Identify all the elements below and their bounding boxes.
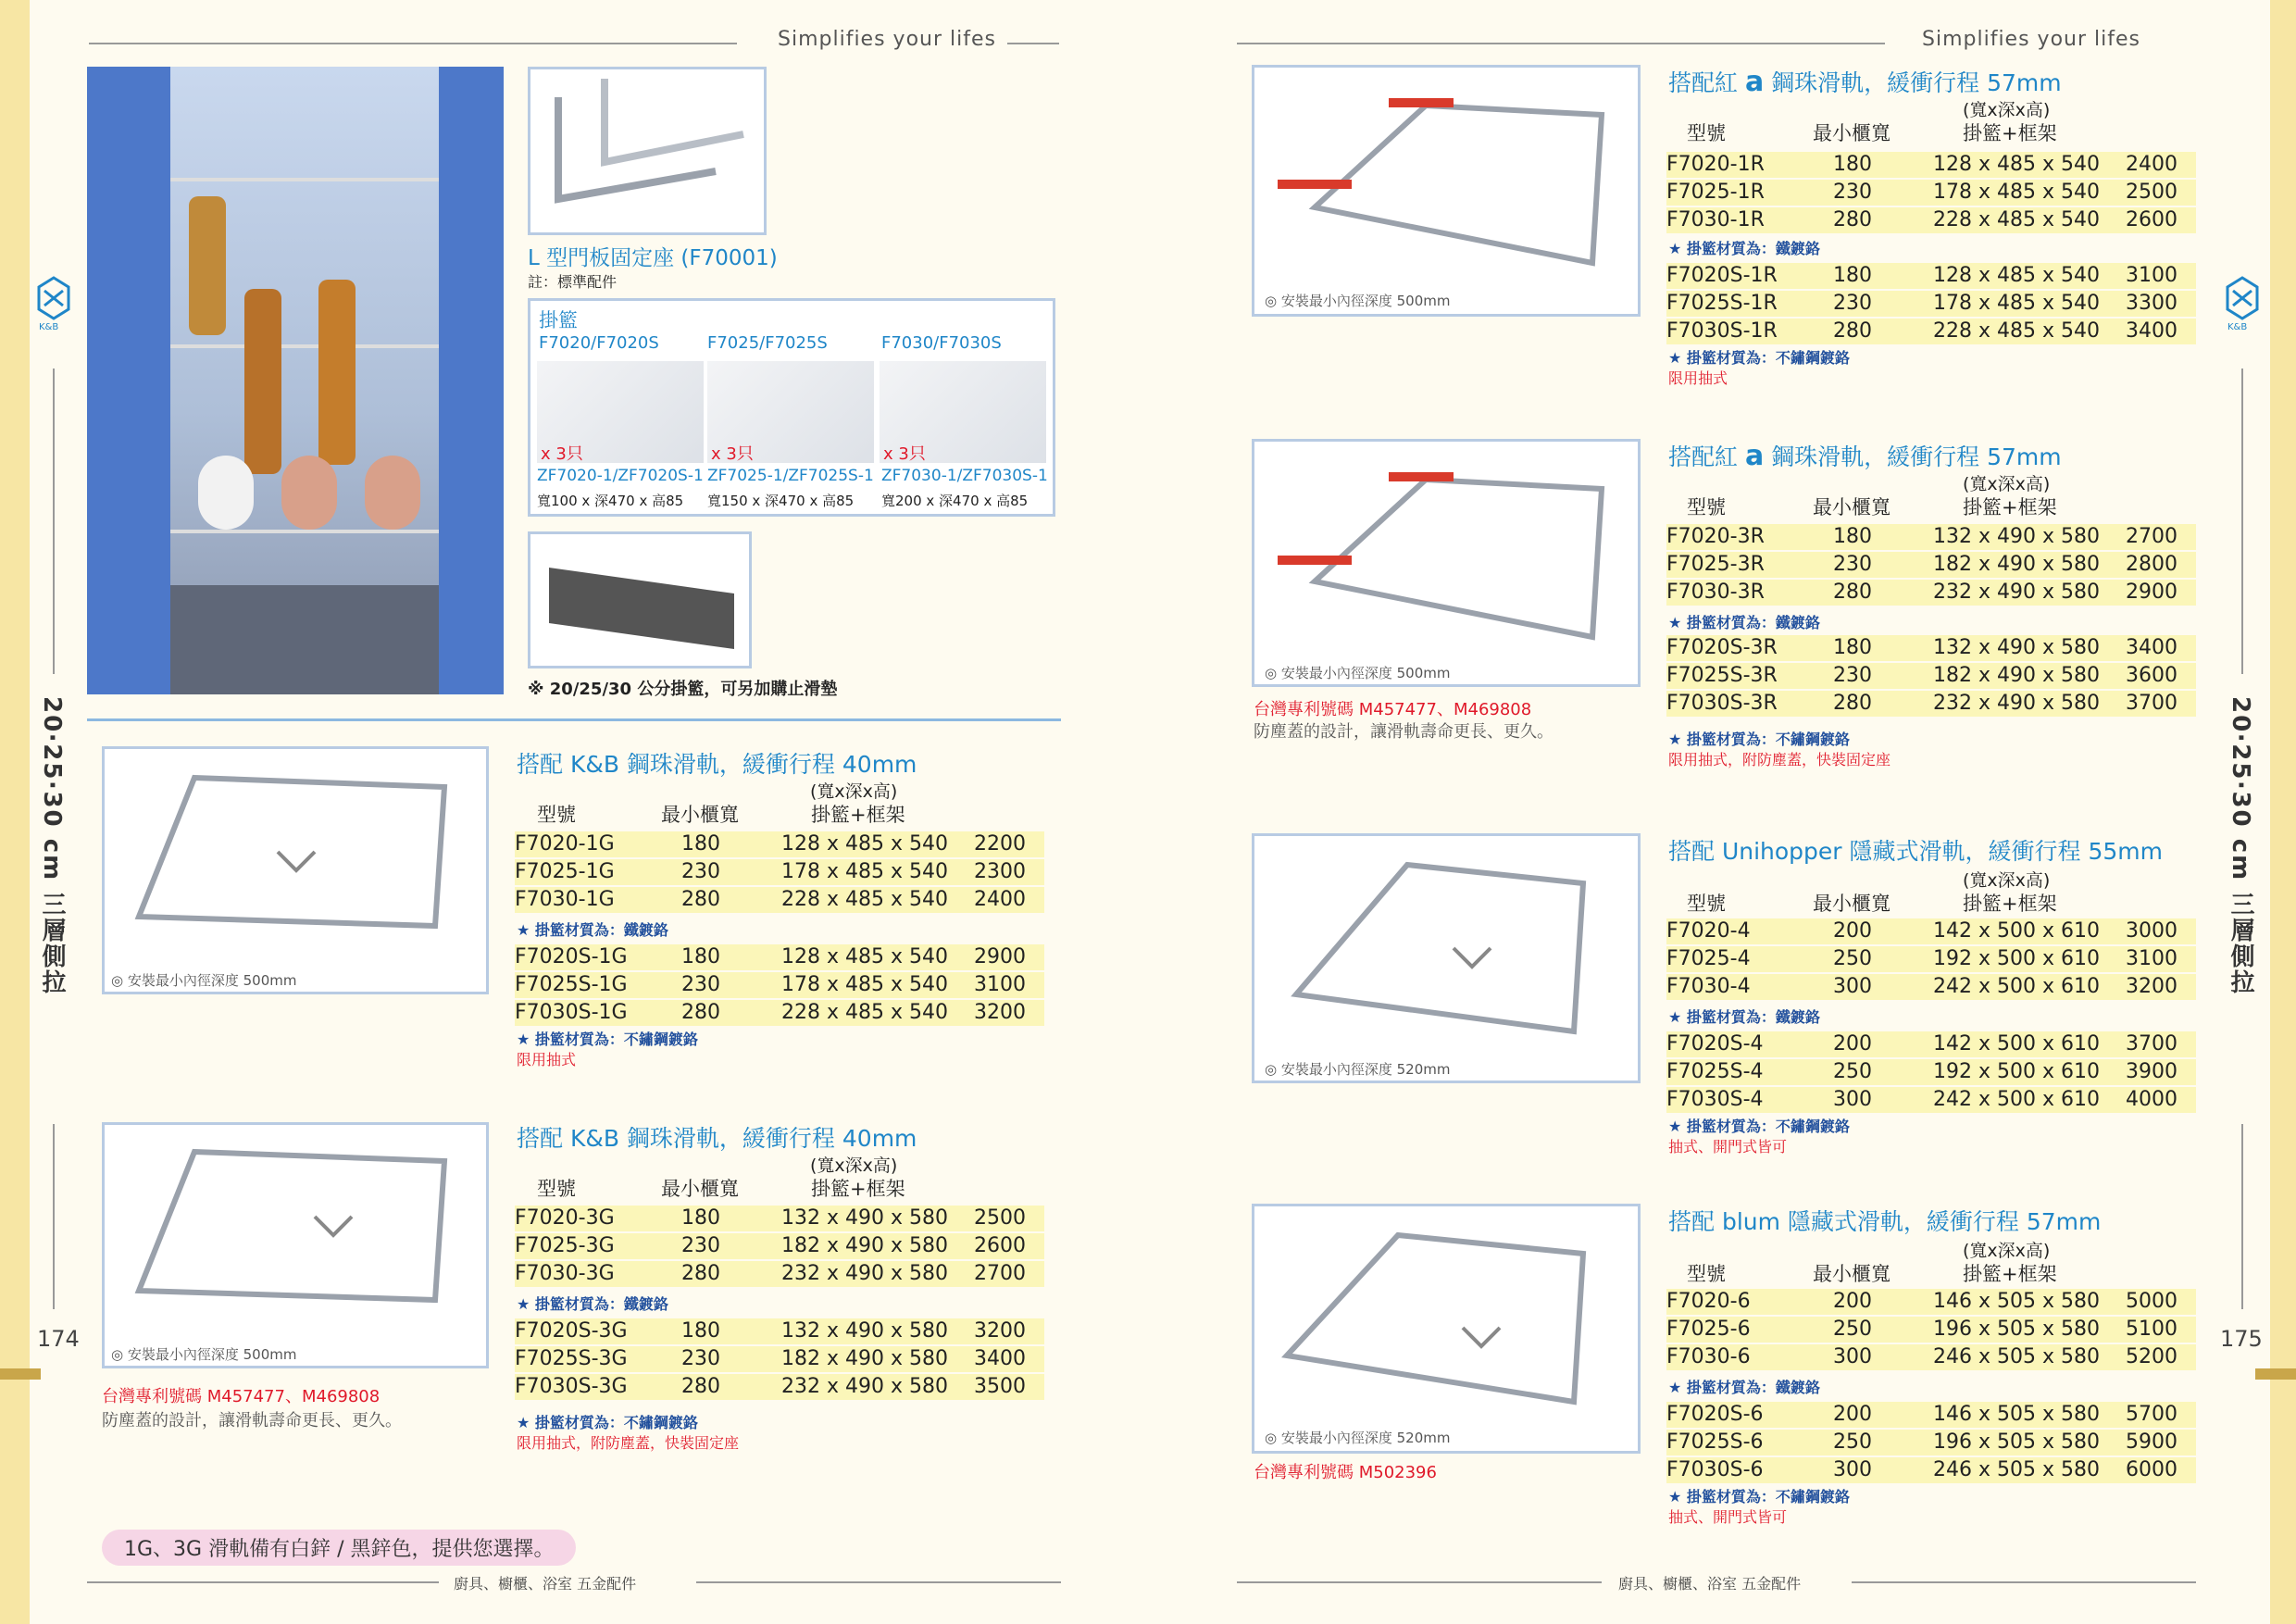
col-header-dims-6: 掛籃+框架 xyxy=(1963,1263,2057,1285)
install-depth-caption-4: ◎ 安裝最小內徑深度 520mm xyxy=(1265,1061,1451,1078)
slide-frame-4-icon xyxy=(1268,846,1620,1050)
table-row: F7020-1R 180 128 x 485 x 540 2400 xyxy=(1666,152,2196,178)
footer-text-left: 廚具、櫥櫃、浴室 五金配件 xyxy=(454,1575,637,1593)
col-header-min-1g: 最小櫃寬 xyxy=(661,804,739,826)
patent-number-3r: 台灣專利號碼 M457477、M469808 xyxy=(1254,700,1532,719)
side-rule-left-a xyxy=(53,369,55,674)
material-note-steel-3r: ★ 掛籃材質為：不鏽鋼鍍鉻 xyxy=(1668,731,1850,748)
col-header-dims-top-1r: (寬x深x高) xyxy=(1963,100,2051,120)
header-rule-left-b xyxy=(1007,43,1059,44)
section-title-3g: 搭配 K&B 鋼珠滑軌，緩衝行程 40mm xyxy=(517,1125,917,1152)
basket-code-2: ZF7025-1/ZF7025S-1 xyxy=(707,467,874,485)
table-row: F7030-4 300 242 x 500 x 610 3200 xyxy=(1666,974,2196,1000)
slide-frame-3r-icon xyxy=(1268,452,1620,656)
table-row: F7020S-6 200 146 x 505 x 580 5700 xyxy=(1666,1402,2196,1428)
dust-cover-desc-3g: 防塵蓋的設計，讓滑軌壽命更長、更久。 xyxy=(102,1411,402,1430)
table-row: F7020-3R 180 132 x 490 x 580 2700 xyxy=(1666,524,2196,550)
basket-code-1: ZF7020-1/ZF7020S-1 xyxy=(537,467,704,485)
table-row: F7030S-4 300 242 x 500 x 610 4000 xyxy=(1666,1087,2196,1113)
table-row: F7020S-4 200 142 x 500 x 610 3700 xyxy=(1666,1031,2196,1057)
table-row: F7025S-4 250 192 x 500 x 610 3900 xyxy=(1666,1059,2196,1085)
col-header-dims-3g: 掛籃+框架 xyxy=(811,1178,905,1200)
table-row: F7030-1R 280 228 x 485 x 540 2600 xyxy=(1666,207,2196,233)
material-note-steel-1r: ★ 掛籃材質為：不鏽鋼鍍鉻 xyxy=(1668,349,1850,367)
section-title-1g: 搭配 K&B 鋼珠滑軌，緩衝行程 40mm xyxy=(517,751,917,778)
col-header-model-6: 型號 xyxy=(1687,1263,1726,1285)
footer-rule-right-b xyxy=(1852,1581,2196,1583)
table-row: F7025S-6 250 196 x 505 x 580 5900 xyxy=(1666,1430,2196,1455)
material-note-iron-4: ★ 掛籃材質為：鐵鍍鉻 xyxy=(1668,1008,1820,1026)
side-label-right: 20‧25‧30 cm 三層側拉 xyxy=(2227,696,2254,996)
table-row: F7030S-1G 280 228 x 485 x 540 3200 xyxy=(515,1000,1044,1026)
basket-label: 掛籃 xyxy=(539,309,578,331)
basket-code-3: ZF7030-1/ZF7030S-1 xyxy=(881,467,1048,485)
col-header-dims-top-1g: (寬x深x高) xyxy=(810,781,898,802)
usage-note-1g: 限用抽式 xyxy=(517,1051,577,1068)
col-header-min-1r: 最小櫃寬 xyxy=(1813,122,1890,144)
table-row: F7025-6 250 196 x 505 x 580 5100 xyxy=(1666,1317,2196,1343)
material-note-steel-3g: ★ 掛籃材質為：不鏽鋼鍍鉻 xyxy=(517,1414,698,1431)
col-header-dims-4: 掛籃+框架 xyxy=(1963,893,2057,915)
table-row: F7020S-1G 180 128 x 485 x 540 2900 xyxy=(515,944,1044,970)
patent-number-6: 台灣專利號碼 M502396 xyxy=(1254,1463,1437,1482)
material-note-iron-1g: ★ 掛籃材質為：鐵鍍鉻 xyxy=(517,921,668,939)
install-depth-caption-6: ◎ 安裝最小內徑深度 520mm xyxy=(1265,1430,1451,1446)
side-rule-left-b xyxy=(53,1124,55,1309)
anti-slip-mat-photo-frame xyxy=(528,531,752,668)
side-rule-right-a xyxy=(2241,369,2243,674)
header-tagline-left: Simplifies your lifes xyxy=(778,28,996,51)
section-divider xyxy=(87,718,1061,721)
section-title-3r: 搭配紅 a 鋼珠滑軌，緩衝行程 57mm xyxy=(1668,440,2062,472)
slide-frame-1g-icon xyxy=(120,759,472,944)
col-header-model-1g: 型號 xyxy=(537,804,576,826)
header-rule-left-a xyxy=(89,43,737,44)
usage-note-6: 抽式、開門式皆可 xyxy=(1668,1508,1788,1526)
material-note-steel-4: ★ 掛籃材質為：不鏽鋼鍍鉻 xyxy=(1668,1118,1850,1135)
side-label-left: 20‧25‧30 cm 三層側拉 xyxy=(38,696,66,996)
usage-note-1r: 限用抽式 xyxy=(1668,369,1728,387)
slide-frame-3g-icon xyxy=(120,1133,472,1318)
table-row: F7020S-3R 180 132 x 490 x 580 3400 xyxy=(1666,635,2196,661)
basket-dims-1: 寬100 x 深470 x 高85 xyxy=(537,493,684,509)
table-row: F7030S-3G 280 232 x 490 x 580 3500 xyxy=(515,1374,1044,1400)
basket-model-2: F7025/F7025S xyxy=(707,333,828,353)
col-header-min-6: 最小櫃寬 xyxy=(1813,1263,1890,1285)
patent-number-3g: 台灣專利號碼 M457477、M469808 xyxy=(102,1387,381,1406)
table-row: F7025S-1R 230 178 x 485 x 540 3300 xyxy=(1666,291,2196,317)
col-header-min-3g: 最小櫃寬 xyxy=(661,1178,739,1200)
table-row: F7030-1G 280 228 x 485 x 540 2400 xyxy=(515,887,1044,913)
col-header-model-3r: 型號 xyxy=(1687,496,1726,518)
footer-rule-left-a xyxy=(87,1581,439,1583)
col-header-dims-top-6: (寬x深x高) xyxy=(1963,1241,2051,1261)
material-note-iron-3g: ★ 掛籃材質為：鐵鍍鉻 xyxy=(517,1295,668,1313)
l-bracket-photo-frame xyxy=(528,67,767,235)
material-note-steel-1g: ★ 掛籃材質為：不鏽鋼鍍鉻 xyxy=(517,1031,698,1048)
install-depth-caption-3r: ◎ 安裝最小內徑深度 500mm xyxy=(1265,665,1451,681)
table-row: F7030-3G 280 232 x 490 x 580 2700 xyxy=(515,1261,1044,1287)
basket-qty-2: x 3只 xyxy=(711,444,754,464)
basket-model-1: F7020/F7020S xyxy=(539,333,659,353)
page-number-left: 174 xyxy=(37,1326,80,1352)
left-page-marker xyxy=(0,1368,41,1380)
basket-qty-1: x 3只 xyxy=(541,444,583,464)
section-title-6: 搭配 blum 隱藏式滑軌，緩衝行程 57mm xyxy=(1668,1208,2102,1235)
header-tagline-right: Simplifies your lifes xyxy=(1922,28,2140,51)
col-header-dims-top-3r: (寬x深x高) xyxy=(1963,474,2051,494)
brand-logo-right-text: K&B xyxy=(2227,322,2248,332)
table-row: F7025-4 250 192 x 500 x 610 3100 xyxy=(1666,946,2196,972)
material-note-iron-1r: ★ 掛籃材質為：鐵鍍鉻 xyxy=(1668,240,1820,257)
table-row: F7025S-3R 230 182 x 490 x 580 3600 xyxy=(1666,663,2196,689)
col-header-model-4: 型號 xyxy=(1687,893,1726,915)
page-number-right: 175 xyxy=(2220,1326,2263,1352)
anti-slip-mat-note: ※ 20/25/30 公分掛籃，可另加購止滑墊 xyxy=(528,680,838,699)
color-option-note: 1G、3G 滑軌備有白鋅 / 黑鋅色，提供您選擇。 xyxy=(102,1530,576,1566)
accessory-note: 註：標準配件 xyxy=(528,273,618,291)
table-row: F7020-1G 180 128 x 485 x 540 2200 xyxy=(515,831,1044,857)
table-row: F7030-6 300 246 x 505 x 580 5200 xyxy=(1666,1344,2196,1370)
col-header-dims-1g: 掛籃+框架 xyxy=(811,804,905,826)
table-row: F7025-3R 230 182 x 490 x 580 2800 xyxy=(1666,552,2196,578)
table-row: F7025-1G 230 178 x 485 x 540 2300 xyxy=(515,859,1044,885)
col-header-min-3r: 最小櫃寬 xyxy=(1813,496,1890,518)
table-row: F7025S-1G 230 178 x 485 x 540 3100 xyxy=(515,972,1044,998)
col-header-dims-1r: 掛籃+框架 xyxy=(1963,122,2057,144)
section-title-4: 搭配 Unihopper 隱藏式滑軌，緩衝行程 55mm xyxy=(1668,838,2163,865)
slide-frame-6-icon xyxy=(1268,1217,1620,1420)
col-header-model-1r: 型號 xyxy=(1687,122,1726,144)
right-edge-stripe xyxy=(2270,0,2296,1624)
table-row: F7025-1R 230 178 x 485 x 540 2500 xyxy=(1666,180,2196,206)
table-row: F7020-6 200 146 x 505 x 580 5000 xyxy=(1666,1289,2196,1315)
usage-note-3g: 限用抽式，附防塵蓋，快裝固定座 xyxy=(517,1434,740,1452)
material-note-steel-6: ★ 掛籃材質為：不鏽鋼鍍鉻 xyxy=(1668,1488,1850,1505)
table-row: F7030S-6 300 246 x 505 x 580 6000 xyxy=(1666,1457,2196,1483)
brand-logo-left-text: K&B xyxy=(39,322,59,332)
install-depth-caption-1g: ◎ 安裝最小內徑深度 500mm xyxy=(111,972,297,989)
material-note-iron-3r: ★ 掛籃材質為：鐵鍍鉻 xyxy=(1668,614,1820,631)
right-page-marker xyxy=(2255,1368,2296,1380)
footer-text-right: 廚具、櫥櫃、浴室 五金配件 xyxy=(1618,1575,1802,1593)
table-row: F7020-3G 180 132 x 490 x 580 2500 xyxy=(515,1206,1044,1231)
slide-frame-1r-icon xyxy=(1268,78,1620,281)
side-rule-right-b xyxy=(2241,1124,2243,1309)
basket-model-3: F7030/F7030S xyxy=(881,333,1002,353)
table-row: F7020-4 200 142 x 500 x 610 3000 xyxy=(1666,918,2196,944)
dust-cover-desc-3r: 防塵蓋的設計，讓滑軌壽命更長、更久。 xyxy=(1254,722,1554,742)
table-row: F7030-3R 280 232 x 490 x 580 2900 xyxy=(1666,580,2196,606)
table-row: F7025S-3G 230 182 x 490 x 580 3400 xyxy=(515,1346,1044,1372)
left-edge-stripe xyxy=(0,0,30,1624)
l-bracket-icon xyxy=(530,69,764,232)
table-row: F7030S-3R 280 232 x 490 x 580 3700 xyxy=(1666,691,2196,717)
basket-dims-2: 寬150 x 深470 x 高85 xyxy=(707,493,855,509)
install-depth-caption-1r: ◎ 安裝最小內徑深度 500mm xyxy=(1265,293,1451,309)
col-header-dims-top-4: (寬x深x高) xyxy=(1963,870,2051,891)
cabinet-product-photo xyxy=(87,67,504,694)
usage-note-3r: 限用抽式，附防塵蓋，快裝固定座 xyxy=(1668,751,1891,768)
table-row: F7030S-1R 280 228 x 485 x 540 3400 xyxy=(1666,319,2196,344)
header-rule-right-a xyxy=(1237,43,1885,44)
col-header-min-4: 最小櫃寬 xyxy=(1813,893,1890,915)
col-header-model-3g: 型號 xyxy=(537,1178,576,1200)
basket-dims-3: 寬200 x 深470 x 高85 xyxy=(881,493,1029,509)
footer-rule-right-a xyxy=(1237,1581,1602,1583)
col-header-dims-top-3g: (寬x深x高) xyxy=(810,1156,898,1176)
table-row: F7025-3G 230 182 x 490 x 580 2600 xyxy=(515,1233,1044,1259)
col-header-dims-3r: 掛籃+框架 xyxy=(1963,496,2057,518)
section-title-1r: 搭配紅 a 鋼珠滑軌，緩衝行程 57mm xyxy=(1668,66,2062,98)
table-row: F7020S-3G 180 132 x 490 x 580 3200 xyxy=(515,1318,1044,1344)
footer-rule-left-b xyxy=(696,1581,1061,1583)
install-depth-caption-3g: ◎ 安裝最小內徑深度 500mm xyxy=(111,1346,297,1363)
table-row: F7020S-1R 180 128 x 485 x 540 3100 xyxy=(1666,263,2196,289)
basket-qty-3: x 3只 xyxy=(883,444,926,464)
usage-note-4: 抽式、開門式皆可 xyxy=(1668,1138,1788,1156)
accessory-title: L 型門板固定座 (F70001) xyxy=(528,246,778,270)
material-note-iron-6: ★ 掛籃材質為：鐵鍍鉻 xyxy=(1668,1379,1820,1396)
